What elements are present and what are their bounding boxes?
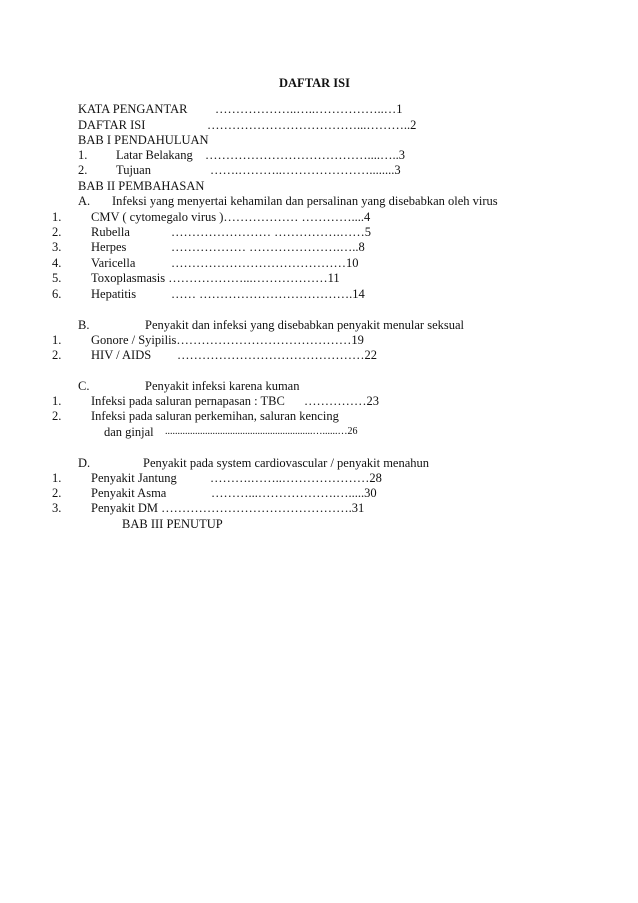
toc-section-letter: C. (78, 379, 90, 393)
toc-section-d: Penyakit pada system cardiovascular / penyakit menahun (143, 456, 430, 470)
toc-chapter-2: BAB II PEMBAHASAN (78, 179, 205, 193)
toc-entry-latar-belakang: Latar Belakang (116, 148, 193, 162)
toc-chapter-1: BAB I PENDAHULUAN (78, 133, 209, 147)
toc-section-letter: A. (78, 194, 91, 208)
toc-entry-perkemihan: Infeksi pada saluran perkemihan, saluran kencing (91, 409, 339, 423)
toc-entry-gonore: Gonore / Syipilis……………………………………19 (91, 333, 364, 347)
toc-section-a: Infeksi yang menyertai kehamilan dan persalinan yang disebabkan oleh virus (112, 194, 498, 208)
toc-leader: …….………..…………………........3 (210, 163, 401, 177)
toc-leader: ……………… ………………….…..8 (171, 240, 365, 254)
toc-num: 2. (52, 225, 62, 239)
toc-leader: ………………………………………22 (177, 348, 377, 362)
toc-entry-dm: Penyakit DM ……………………………………….31 (91, 501, 365, 515)
toc-num: 2. (52, 409, 62, 423)
toc-section-b: Penyakit dan infeksi yang disebabkan penyakit menular seksual (145, 318, 465, 332)
toc-entry-hepatitis: Hepatitis (91, 287, 137, 301)
toc-entry-asma: Penyakit Asma (91, 486, 167, 500)
toc-leader: …………………… …………….……5 (171, 225, 371, 239)
toc-chapter-3: BAB III PENUTUP (122, 517, 223, 531)
toc-entry-tujuan: Tujuan (116, 163, 151, 177)
toc-section-letter: D. (78, 456, 91, 470)
toc-num: 1. (52, 210, 62, 224)
toc-entry-rubella: Rubella (91, 225, 130, 239)
toc-num: 3. (52, 501, 62, 515)
toc-entry-varicella: Varicella (91, 256, 136, 270)
toc-entry-cmv: CMV ( cytomegalo virus )……………… …………....4 (91, 210, 371, 224)
toc-num: 2. (52, 348, 62, 362)
toc-num: 2. (52, 486, 62, 500)
toc-entry-toxoplasmasis: Toxoplasmasis ………………...………………11 (91, 271, 340, 285)
toc-entry-kata-pengantar: KATA PENGANTAR (78, 102, 188, 116)
toc-num: 1. (52, 333, 62, 347)
toc-num: 6. (52, 287, 62, 301)
toc-leader: ……………………………………10 (171, 256, 359, 270)
toc-leader: ...........................................................…......…26 (165, 426, 358, 437)
toc-entry-jantung: Penyakit Jantung (91, 471, 177, 485)
toc-section-letter: B. (78, 318, 90, 332)
toc-leader: ……………23 (304, 394, 379, 408)
toc-section-c: Penyakit infeksi karena kuman (145, 379, 300, 393)
toc-entry-herpes: Herpes (91, 240, 127, 254)
toc-num: 5. (52, 271, 62, 285)
toc-entry-tbc: Infeksi pada saluran pernapasan : TBC (91, 394, 285, 408)
toc-leader: …………………………………....…..3 (205, 148, 405, 162)
toc-leader: …… ……………………………….14 (171, 287, 365, 301)
toc-leader-daftar-isi: ………………………………...………..2 (207, 118, 417, 132)
toc-num: 4. (52, 256, 62, 270)
toc-entry-daftar-isi: DAFTAR ISI (78, 118, 146, 132)
toc-leader: ……….……..…………………28 (210, 471, 382, 485)
toc-num: 1. (52, 471, 62, 485)
toc-num: 2. (78, 163, 88, 177)
toc-leader-kata-pengantar: ………………..…..……………..…1 (215, 102, 403, 116)
page-title: DAFTAR ISI (279, 76, 350, 90)
toc-num: 1. (52, 394, 62, 408)
toc-num: 1. (78, 148, 88, 162)
toc-entry-hiv: HIV / AIDS (91, 348, 152, 362)
toc-entry-ginjal: dan ginjal (104, 425, 154, 439)
toc-num: 3. (52, 240, 62, 254)
toc-leader: ………...……………….….....30 (211, 486, 377, 500)
